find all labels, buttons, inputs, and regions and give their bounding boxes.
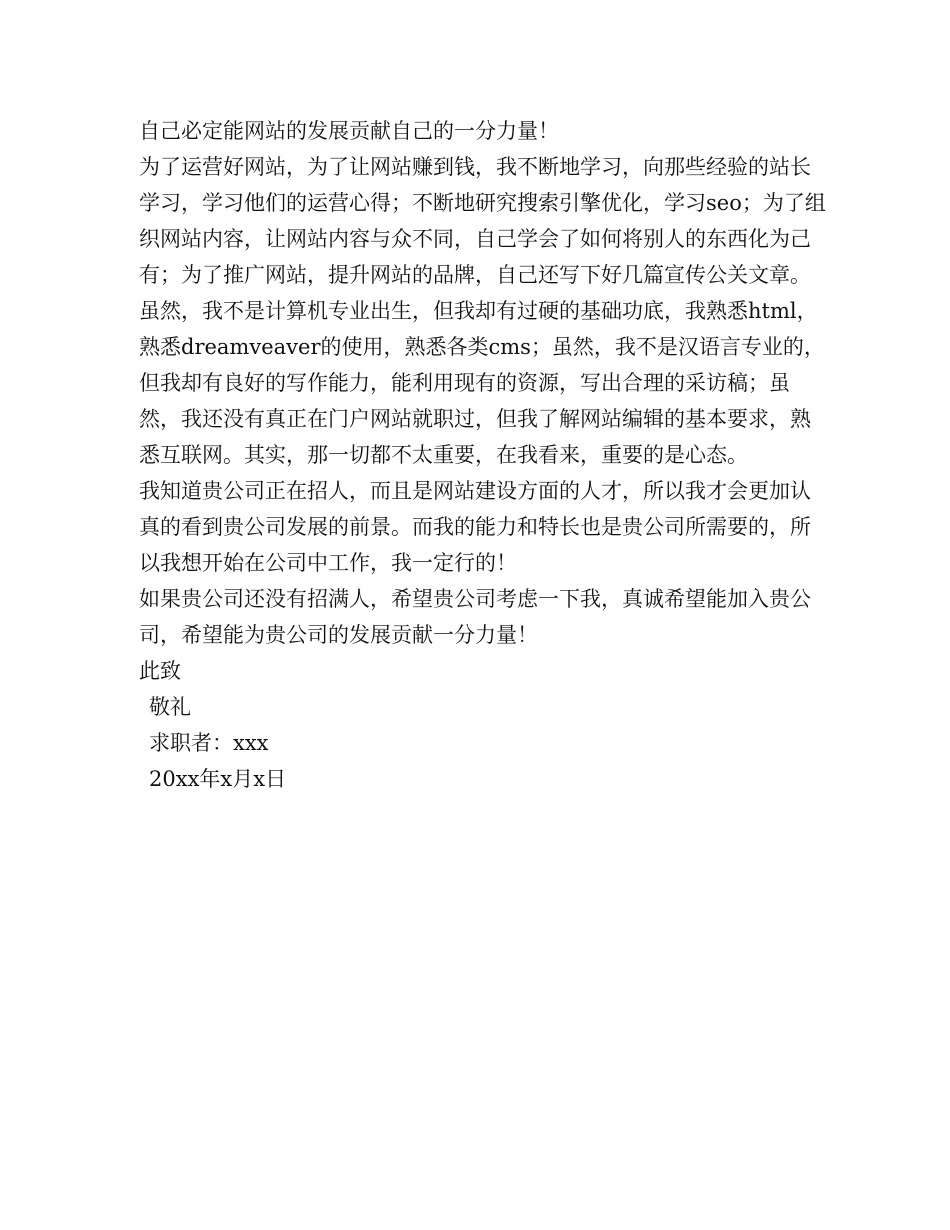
salutation: 此致 — [139, 659, 181, 683]
signature: 求职者：xxx — [149, 731, 269, 755]
paragraph-3: 虽然，我不是计算机专业出生，但我却有过硬的基础功底，我熟悉html，熟悉dreamveaver的使用，熟悉各类cms；虽然，我不是汉语言专业的，但我却有良好的写作能力，能利用现有的资源，写出合理的采访稿；虽然，我还没有真正在门户网站就职过，但我了解网站编辑的基本要求，熟悉互联网。其实，那一切都不太重要，在我看来，重要的是心态。 — [139, 299, 825, 467]
paragraph-1: 自己必定能网站的发展贡献自己的一分力量！ — [139, 119, 559, 143]
date: 20xx年x月x日 — [149, 767, 287, 791]
paragraph-2: 为了运营好网站，为了让网站赚到钱，我不断地学习，向那些经验的站长学习，学习他们的运营心得；不断地研究搜索引擎优化，学习seo；为了组织网站内容，让网站内容与众不同，自己学会了如何将别人的东西化为己有；为了推广网站，提升网站的品牌，自己还写下好几篇宣传公关文章。 — [139, 155, 826, 287]
regards: 敬礼 — [149, 695, 191, 719]
paragraph-5: 如果贵公司还没有招满人，希望贵公司考虑一下我，真诚希望能加入贵公司，希望能为贵公司的发展贡献一分力量！ — [139, 587, 811, 647]
letter-body — [139, 113, 829, 797]
paragraph-4: 我知道贵公司正在招人，而且是网站建设方面的人才，所以我才会更加认真的看到贵公司发展的前景。而我的能力和特长也是贵公司所需要的，所以我想开始在公司中工作，我一定行的！ — [139, 479, 811, 575]
